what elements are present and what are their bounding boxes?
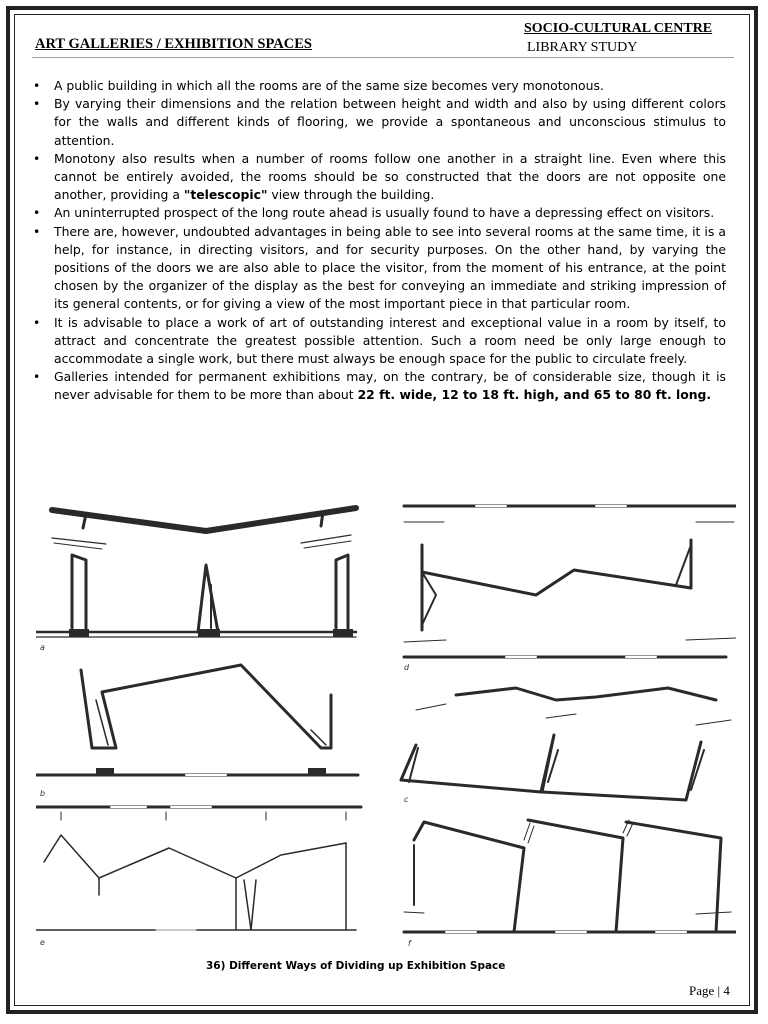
panel-label: d <box>404 663 410 672</box>
bullet-list <box>32 77 726 405</box>
bullet-item <box>32 150 726 205</box>
panel-label: b <box>40 789 46 798</box>
bullet-icon: • <box>33 78 41 93</box>
bullet-item <box>32 204 726 222</box>
bullet-text: By varying their dimensions and the relation between height and width and also by using different colors for the walls and different kinds of flooring, we provide a spontaneous and unconscious stimulus to attention. <box>54 96 726 148</box>
bullet-emphasis: "telescopic" <box>183 187 268 203</box>
panel-label: c <box>404 795 409 804</box>
header-study-subtitle: LIBRARY STUDY <box>527 40 638 55</box>
plan-panel-a <box>36 508 356 652</box>
page-label: Page <box>689 983 715 998</box>
plan-panel-e <box>36 807 361 947</box>
bullet-text: Monotony also results when a number of rooms follow one another in a straight line. Even where this cannot be entirely avoided, the rooms should be so constructed that the doors are not opposite one another, providing a <box>54 150 726 203</box>
bullet-text: It is advisable to place a work of art of outstanding interest and exceptional value in a room by itself, to attract and concentrate the greatest possible attention. Such a room need be only large enough to accommodate a single work, but there must always be enough space for the public to circulate freely. <box>54 314 726 367</box>
plan-panel-b <box>36 665 358 798</box>
bullet-item <box>32 314 726 369</box>
page-number <box>689 983 730 999</box>
bullet-emphasis: 22 ft. wide, 12 to 18 ft. high, and 65 to 80 ft. long. <box>357 387 712 403</box>
plan-panel-f <box>404 820 736 948</box>
page-number-value: 4 <box>723 983 730 998</box>
gallery-plans-figure <box>36 500 736 955</box>
bullet-item <box>32 95 726 150</box>
bullet-text: An uninterrupted prospect of the long route ahead is usually found to have a depressing effect on visitors. <box>54 205 715 221</box>
bullet-text: view through the building. <box>267 187 435 203</box>
header-rule <box>32 57 734 58</box>
bullet-icon: • <box>33 314 41 330</box>
bullet-icon: • <box>33 223 41 239</box>
bullet-text: Galleries intended for permanent exhibitions may, on the contrary, be of considerable size, though it is never advisable for them to be more than about <box>54 369 726 403</box>
panel-label: f <box>408 939 411 948</box>
header-project-title: SOCIO-CULTURAL CENTRE <box>524 21 713 36</box>
plan-panel-c <box>401 688 731 804</box>
bullet-item <box>32 368 726 404</box>
plan-panel-d <box>404 506 736 672</box>
bullet-icon: • <box>33 96 41 112</box>
bullet-icon: • <box>33 369 41 385</box>
bullet-text: A public building in which all the rooms are of the same size becomes very monotonous. <box>54 78 604 93</box>
page-separator: | <box>717 983 721 998</box>
figure-caption: 36) Different Ways of Dividing up Exhibition Space <box>206 960 506 972</box>
bullet-icon: • <box>33 205 41 221</box>
section-title: ART GALLERIES / EXHIBITION SPACES <box>35 36 312 52</box>
panel-label: a <box>40 643 45 652</box>
bullet-icon: • <box>33 150 41 166</box>
panel-label: e <box>40 938 45 947</box>
bullet-text: There are, however, undoubted advantages in being able to see into several rooms at the same time, it is a help, for instance, in directing visitors, and for security purposes. On the other hand, by varying the positions of the doors we are also able to place the visitor, from the moment of his entrance, at the point chosen by the organizer of the display as the best for conveying an immediate and striking impression of its general contents, or for giving a view of the most important piece in that particular room. <box>54 223 726 312</box>
bullet-item <box>32 77 726 95</box>
bullet-item <box>32 223 726 314</box>
